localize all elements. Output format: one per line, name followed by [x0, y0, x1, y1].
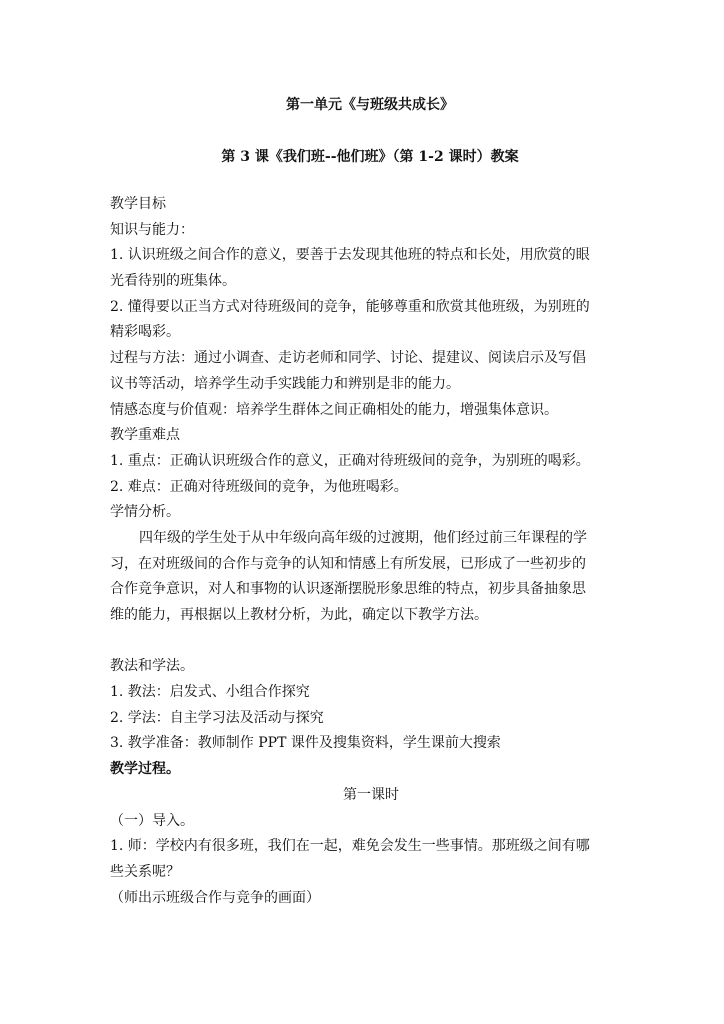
knowledge-2-line: 精彩喝彩。: [110, 324, 180, 341]
key-point-1: 1. 重点：正确认识班级合作的意义，正确对待班级间的竞争，为别班的喝彩。: [110, 452, 590, 469]
analysis-line: 习，在对班级间的合作与竞争的认知和情感上有所发展，已形成了一些初步的: [110, 555, 586, 572]
analysis-heading: 学情分析。: [110, 504, 180, 521]
method-3: 3. 教学准备：教师制作 PPT 课件及搜集资料，学生课前大搜索: [110, 735, 501, 752]
key-points-heading: 教学重难点: [110, 427, 180, 444]
teaching-process-heading: 教学过程。: [110, 761, 180, 778]
lesson-title: 第 3 课《我们班--他们班》（第 1-2 课时）教案: [221, 149, 519, 165]
knowledge-1-line: 光看待别的班集体。: [110, 273, 236, 290]
knowledge-1-line: 1. 认识班级之间合作的意义，要善于去发现其他班的特点和长处，用欣赏的眼: [110, 247, 590, 264]
intro-line: 些关系呢？: [110, 863, 180, 880]
process-method-line: 议书等活动，培养学生动手实践能力和辨别是非的能力。: [110, 375, 460, 392]
methods-heading: 教法和学法。: [110, 658, 194, 675]
goals-heading: 教学目标: [110, 196, 166, 212]
analysis-line: 维的能力，再根据以上教材分析，为此，确定以下教学方法。: [110, 607, 488, 623]
process-method-line: 过程与方法：通过小调查、走访老师和同学、讨论、提建议、阅读启示及写倡: [110, 350, 586, 367]
emotion-goal: 情感态度与价值观：培养学生群体之间正确相处的能力，增强集体意识。: [110, 401, 558, 418]
analysis-line: 合作竞争意识，对人和事物的认识逐渐摆脱形象思维的特点，初步具备抽象思: [110, 581, 586, 598]
document-title: 第一单元《与班级共成长》: [286, 97, 454, 113]
lesson-1-heading: 第一课时: [343, 786, 399, 803]
blank-line: [110, 629, 612, 655]
document-body: [110, 192, 612, 911]
intro-line: 1. 师：学校内有很多班，我们在一起，难免会发生一些事情。那班级之间有哪: [110, 838, 590, 855]
knowledge-heading: 知识与能力：: [110, 221, 194, 238]
intro-note: （师出示班级合作与竞争的画面）: [110, 889, 320, 906]
intro-heading: （一）导入。: [110, 812, 194, 829]
method-1: 1. 教法：启发式、小组合作探究: [110, 684, 310, 701]
knowledge-2-line: 2. 懂得要以正当方式对待班级间的竞争，能够尊重和欣赏其他班级，为别班的: [110, 298, 590, 315]
analysis-line: 四年级的学生处于从中年级向高年级的过渡期，他们经过前三年课程的学: [139, 529, 587, 546]
key-point-2: 2. 难点：正确对待班级间的竞争，为他班喝彩。: [110, 478, 408, 495]
method-2: 2. 学法：自主学习法及活动与探究: [110, 709, 324, 726]
